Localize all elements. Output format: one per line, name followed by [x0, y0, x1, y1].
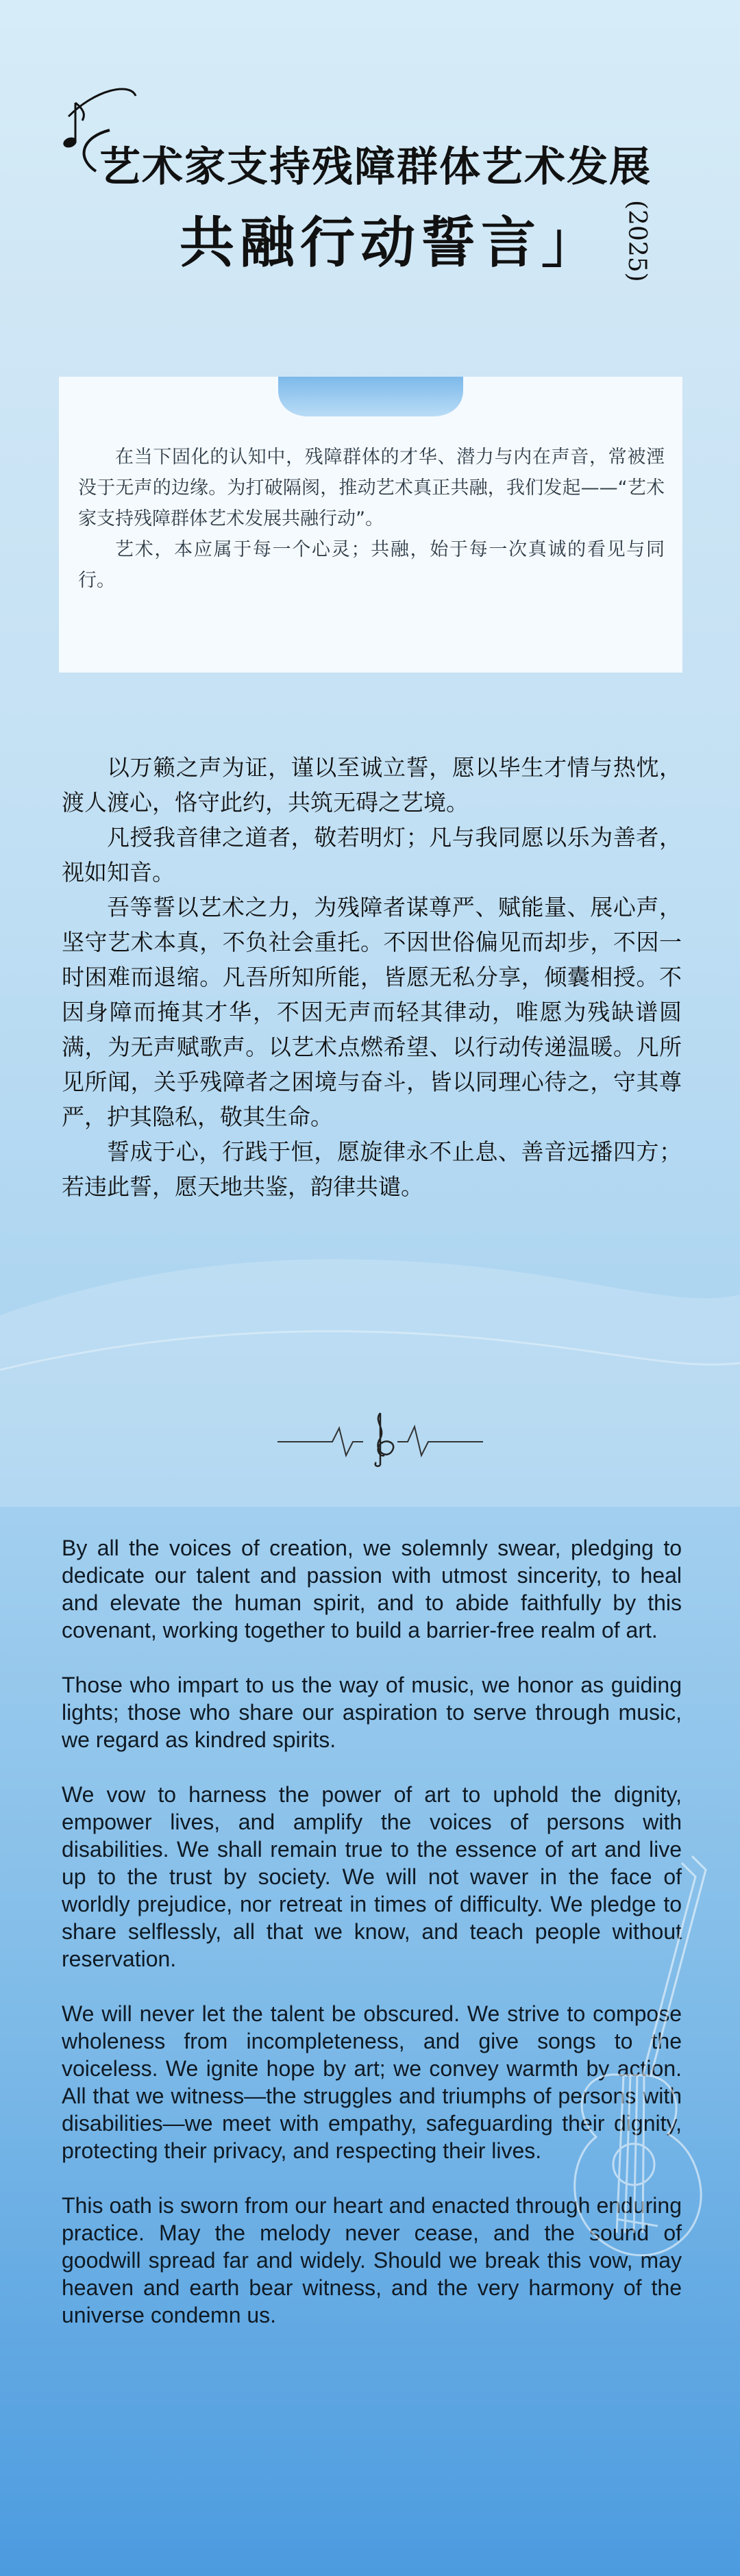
oath-en-paragraph: This oath is sworn from our heart and enacted through enduring practice. May the melody never cease, and the sound of goodwill spread far and widely. Should we break this vow, may heaven and earth bear witness, and the very harmony of the universe condemn us. [62, 2193, 682, 2327]
guitar-icon [521, 1849, 740, 2329]
title-main-text: 共融行动誓言 [180, 210, 541, 275]
oath-cn-paragraph: 誓成于心，行践于恒，愿旋律永不止息、善音远播四方；若违此誓，愿天地共鉴，韵律共谴。 [62, 1138, 682, 1200]
oath-en-paragraph: Those who impart to us the way of music, we honor as guiding lights; those who share our aspiration to serve through music, we regard as kindred spirits. [62, 1673, 682, 1752]
oath-cn-paragraph: 吾等誓以艺术之力，为残障者谋尊严、赋能量、展心声，坚守艺术本真，不负社会重托。不因世俗偏见而却步，不因一时困难而退缩。凡吾所知所能，皆愿无私分享，倾囊相授。不因身障而掩其才华，不因无声而轻其律动，唯愿为残缺谱圆满，为无声赋歌声。以艺术点燃希望、以行动传递温暖。凡所见所闻，关乎残障者之困境与奋斗，皆以同理心待之，守其尊严，护其隐私，敬其生命。 [62, 894, 682, 1130]
intro-card-tab [278, 377, 463, 419]
oath-en-paragraph: We vow to harness the power of art to uphold the dignity, empower lives, and amplify the voices of persons with disabilities. We shall remain true to the essence of art and live up to the trust by society. We will not waver in the face of worldly prejudice, nor retreat in times of difficulty. We pledge to share selflessly, all that we know, and teach people without reservation. [62, 1782, 682, 1971]
oath-chinese [62, 750, 682, 1204]
intro-card [59, 377, 682, 673]
intro-paragraph: 艺术，本应属于每一个心灵；共融，始于每一次真诚的看见与同行。 [78, 539, 665, 591]
year-badge: (2025) [623, 200, 651, 282]
intro-paragraph: 在当下固化的认知中，残障群体的才华、潜力与内在声音，常被湮没于无声的边缘。为打破隔阂，推动艺术真正共融，我们发起——“艺术家支持残障群体艺术发展共融行动”。 [78, 447, 665, 529]
oath-en-paragraph: We will never let the talent be obscured. We strive to compose wholeness from incompleteness, and give songs to the voiceless. We ignite hope by art; we convey warmth by action. All that we witness—the struggles and triumphs of persons with disabilities—we meet with empathy, safeguarding their dignity, protecting their privacy, and respecting their lives. [62, 2001, 682, 2163]
heartbeat-treble-clef-icon [278, 1408, 483, 1469]
title-line-1: 艺术家支持残障群体艺术发展 [99, 143, 652, 191]
intro-text [78, 442, 665, 596]
title-line-2 [180, 199, 618, 277]
oath-en-paragraph: By all the voices of creation, we solemnly swear, pledging to dedicate our talent and passion with utmost sincerity, to heal and elevate the human spirit, and to abide faithfully by this covenant, working together to build a barrier-free realm of art. [62, 1536, 682, 1642]
oath-cn-paragraph: 凡授我音律之道者，敬若明灯；凡与我同愿以乐为善者，视如知音。 [62, 824, 682, 886]
oath-cn-paragraph: 以万籁之声为证，谨以至诚立誓，愿以毕生才情与热忱，渡人渡心，恪守此约，共筑无碍之艺境。 [62, 754, 682, 816]
header [0, 0, 740, 329]
title-close-bracket: 」 [541, 210, 602, 275]
